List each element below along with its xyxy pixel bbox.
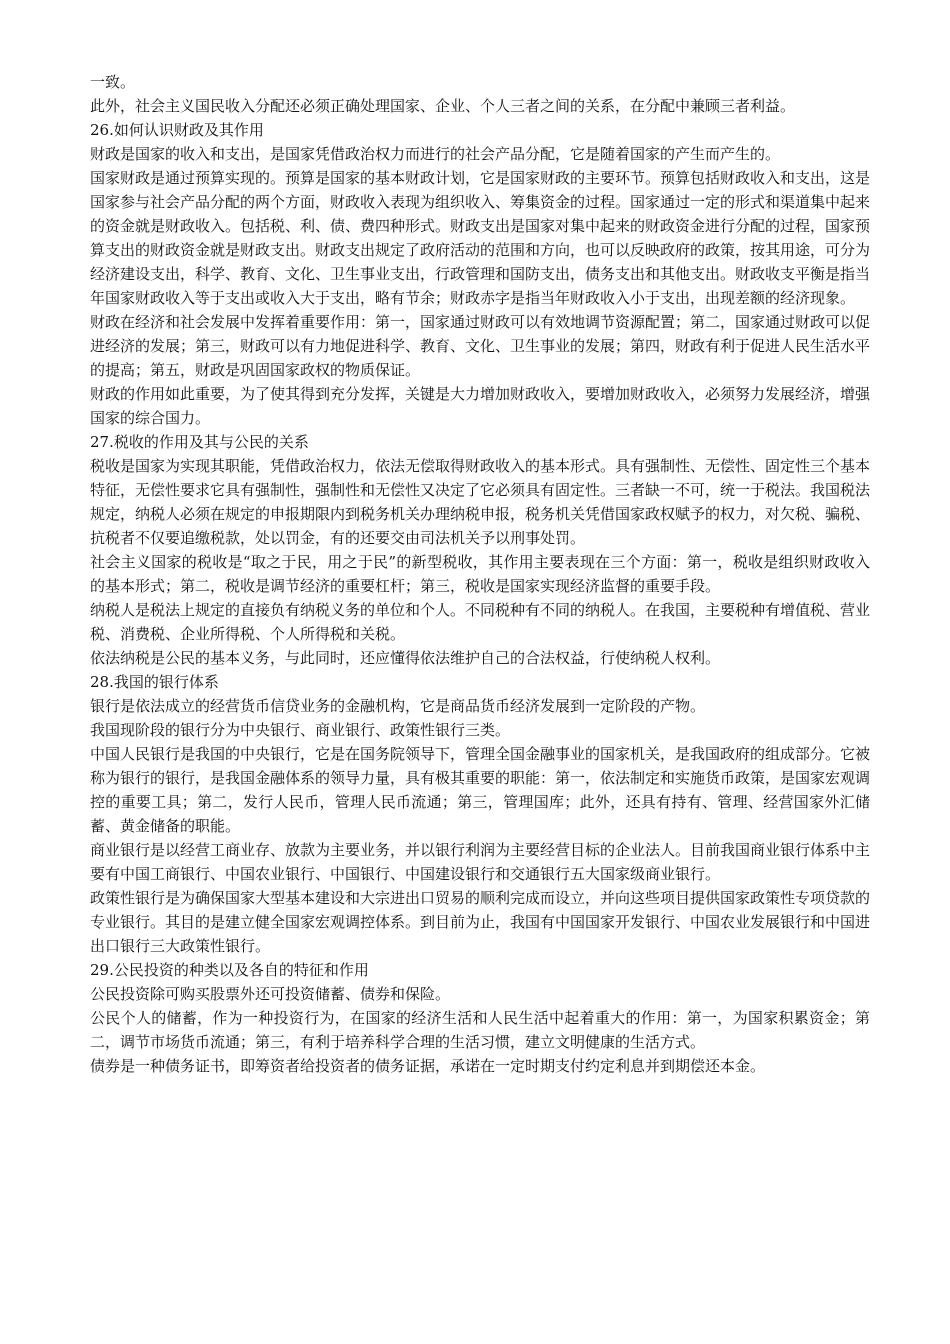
paragraph: 社会主义国家的税收是“取之于民，用之于民”的新型税收，其作用主要表现在三个方面：第一，税收是组织财政收入的基本形式；第二，税收是调节经济的重要杠杆；第三，税收是国家实现经济监督的重要手段。	[90, 553, 870, 595]
paragraph: 公民个人的储蓄，作为一种投资行为，在国家的经济生活和人民生活中起着重大的作用：第一，为国家积累资金；第二，调节市场货币流通；第三，有利于培养科学合理的生活习惯，建立文明健康的生活方式。	[90, 1009, 870, 1051]
section-heading-27: 27.税收的作用及其与公民的关系	[90, 433, 309, 451]
paragraph: 债券是一种债务证书，即筹资者给投资者的债务证据，承诺在一定时期支付约定利息并到期偿还本金。	[90, 1057, 766, 1075]
paragraph: 财政是国家的收入和支出，是国家凭借政治权力而进行的社会产品分配，它是随着国家的产生而产生的。	[90, 145, 781, 163]
section-heading-28: 28.我国的银行体系	[90, 673, 219, 691]
paragraph: 商业银行是以经营工商业存、放款为主要业务，并以银行利润为主要经营目标的企业法人。目前我国商业银行体系中主要有中国工商银行、中国农业银行、中国银行、中国建设银行和交通银行五大国家级商业银行。	[90, 841, 871, 883]
paragraph: 银行是依法成立的经营货币信贷业务的金融机构，它是商品货币经济发展到一定阶段的产物。	[90, 697, 706, 715]
paragraph: 公民投资除可购买股票外还可投资储蓄、债券和保险。	[90, 985, 451, 1003]
paragraph: 国家财政是通过预算实现的。预算是国家的基本财政计划，它是国家财政的主要环节。预算包括财政收入和支出，这是国家参与社会产品分配的两个方面，财政收入表现为组织收入、筹集资金的过程。国家通过一定的形式和渠道集中起来的资金就是财政收入。包括税、利、债、费四种形式。财政支出是国家对集中起来的财政资金进行分配的过程，国家预算支出的财政资金就是财政支出。财政支出规定了政府活动的范围和方向，也可以反映政府的政策，按其用途，可分为经济建设支出，科学、教育、文化、卫生事业支出，行政管理和国防支出，债务支出和其他支出。财政收支平衡是指当年国家财政收入等于支出或收入大于支出，略有节余；财政赤字是指当年财政收入小于支出，出现差额的经济现象。	[90, 169, 871, 307]
paragraph: 我国现阶段的银行分为中央银行、商业银行、政策性银行三类。	[90, 721, 511, 739]
paragraph: 财政的作用如此重要，为了使其得到充分发挥，关键是大力增加财政收入，要增加财政收入，必须努力发展经济，增强国家的综合国力。	[90, 385, 871, 427]
paragraph: 纳税人是税法上规定的直接负有纳税义务的单位和个人。不同税种有不同的纳税人。在我国，主要税种有增值税、营业税、消费税、企业所得税、个人所得税和关税。	[90, 601, 871, 643]
paragraph: 一致。	[90, 73, 136, 91]
paragraph: 依法纳税是公民的基本义务，与此同时，还应懂得依法维护自己的合法权益，行使纳税人权利。	[90, 649, 721, 667]
paragraph: 此外，社会主义国民收入分配还必须正确处理国家、企业、个人三者之间的关系，在分配中兼顾三者利益。	[90, 97, 796, 115]
paragraph: 财政在经济和社会发展中发挥着重要作用：第一，国家通过财政可以有效地调节资源配置；第二，国家通过财政可以促进经济的发展；第三，财政可以有力地促进科学、教育、文化、卫生事业的发展；第四，财政有利于促进人民生活水平的提高；第五，财政是巩固国家政权的物质保证。	[90, 313, 871, 379]
section-heading-29: 29.公民投资的种类以及各自的特征和作用	[90, 961, 369, 979]
document-body	[90, 70, 870, 1078]
section-heading-26: 26.如何认识财政及其作用	[90, 121, 264, 139]
paragraph: 政策性银行是为确保国家大型基本建设和大宗进出口贸易的顺利完成而设立，并向这些项目提供国家政策性专项贷款的专业银行。其目的是建立健全国家宏观调控体系。到目前为止，我国有中国国家开发银行、中国农业发展银行和中国进出口银行三大政策性银行。	[90, 889, 871, 955]
paragraph: 税收是国家为实现其职能，凭借政治权力，依法无偿取得财政收入的基本形式。具有强制性、无偿性、固定性三个基本特征，无偿性要求它具有强制性，强制性和无偿性又决定了它必须具有固定性。三者缺一不可，统一于税法。我国税法规定，纳税人必须在规定的申报期限内到税务机关办理纳税申报，税务机关凭借国家政权赋予的权力，对欠税、骗税、抗税者不仅要追缴税款，处以罚金，有的还要交由司法机关予以刑事处罚。	[90, 457, 871, 547]
paragraph: 中国人民银行是我国的中央银行，它是在国务院领导下，管理全国金融事业的国家机关，是我国政府的组成部分。它被称为银行的银行，是我国金融体系的领导力量，具有极其重要的职能：第一，依法制定和实施货币政策，是国家宏观调控的重要工具；第二，发行人民币，管理人民币流通；第三，管理国库；此外，还具有持有、管理、经营国家外汇储蓄、黄金储备的职能。	[90, 745, 871, 835]
